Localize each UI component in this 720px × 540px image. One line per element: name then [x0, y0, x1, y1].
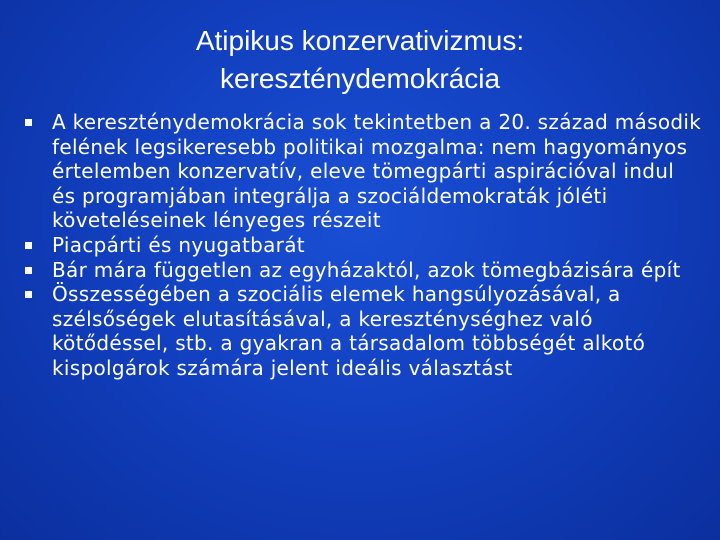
bullet-text: Piacpárti és nyugatbarát	[52, 232, 305, 257]
bullet-list	[22, 110, 702, 381]
bullet-text: Bár mára független az egyházaktól, azok tömegbázisára épít	[52, 257, 681, 282]
slide-title-line-2: kereszténydemokrácia	[219, 63, 501, 94]
bullet-item	[22, 282, 702, 380]
square-bullet-icon	[25, 119, 32, 126]
square-bullet-icon	[25, 291, 32, 298]
square-bullet-icon	[25, 267, 32, 274]
bullet-item	[22, 258, 702, 283]
bullet-text: Összességében a szociális elemek hangsúlyozásával, a szélsőségek elutasításával, a kereszténységhez való kötődéssel, stb. a gyakran a társadalom többségét alkotó kispolgárok számára jelent ideális választást	[52, 282, 646, 380]
bullet-item	[22, 110, 702, 233]
bullet-text: A kereszténydemokrácia sok tekintetben a 20. század második felének legsikeresebb politikai mozgalma: nem hagyományos értelemben konzervatív, eleve tömegpárti aspirációval indul és programjában integrálja a szociáldemokraták jóléti követeléseinek lényeges részeit	[52, 110, 702, 233]
square-bullet-icon	[25, 242, 32, 249]
bullet-item	[22, 233, 702, 258]
slide-title-line-1: Atipikus konzervativizmus:	[195, 25, 525, 56]
slide-title	[60, 22, 660, 98]
